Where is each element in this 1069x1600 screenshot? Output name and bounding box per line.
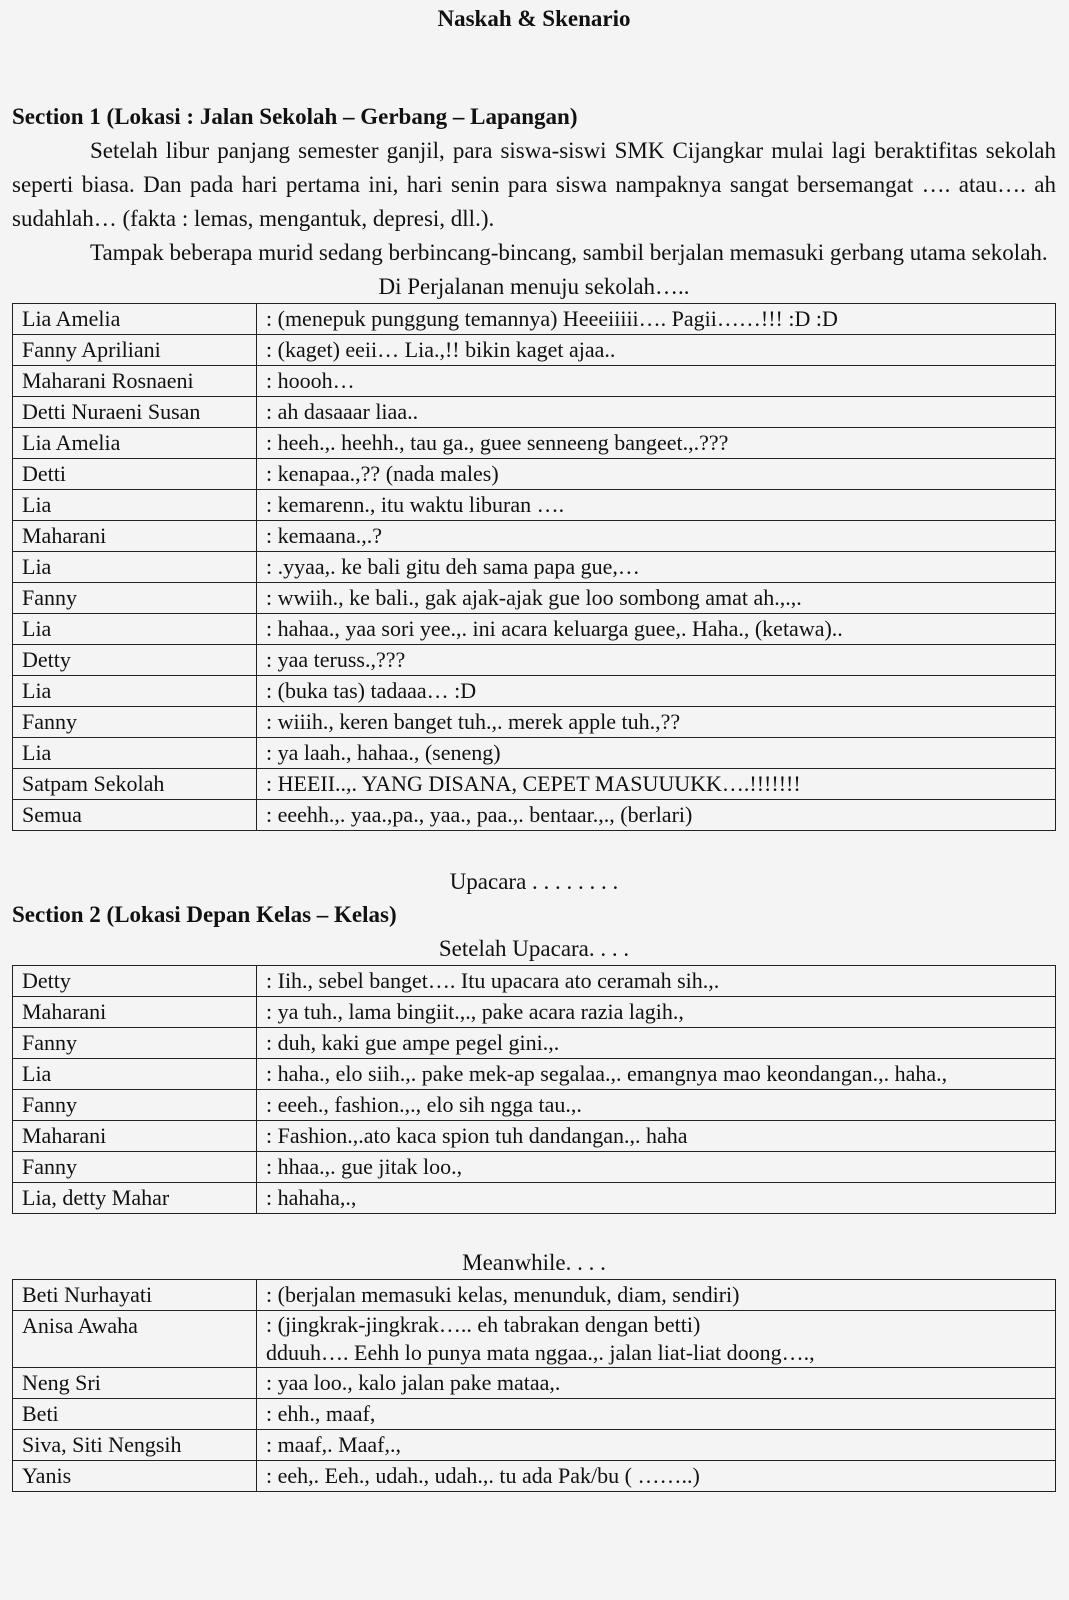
dialogue-cell: : ya laah., hahaa., (seneng) [257, 738, 1056, 769]
table-row [13, 1461, 1056, 1492]
dialogue-cell: : duh, kaki gue ampe pegel gini.,. [257, 1028, 1056, 1059]
document-title: Naskah & Skenario [437, 6, 631, 31]
speaker-cell: Siva, Siti Nengsih [13, 1430, 257, 1461]
table-row [13, 738, 1056, 769]
speaker-cell: Semua [13, 800, 257, 831]
speaker-cell: Lia [13, 614, 257, 645]
dialogue-cell: : kenapaa.,?? (nada males) [257, 459, 1056, 490]
table-row [13, 1183, 1056, 1214]
dialogue-cell: : Iih., sebel banget…. Itu upacara ato ceramah sih.,. [257, 966, 1056, 997]
dialogue-cell: : eeehh.,. yaa.,pa., yaa., paa.,. bentaar.,., (berlari) [257, 800, 1056, 831]
dialogue-cell: : (buka tas) tadaaa… :D [257, 676, 1056, 707]
dialogue-cell: : eeeh., fashion.,., elo sih ngga tau.,. [257, 1090, 1056, 1121]
dialogue-cell: : HEEII..,. YANG DISANA, CEPET MASUUUKK….!!!!!!! [257, 769, 1056, 800]
dialogue-cell: : kemaana.,.? [257, 521, 1056, 552]
table-row [13, 428, 1056, 459]
section-1-heading: Section 1 (Lokasi : Jalan Sekolah – Gerbang – Lapangan) [12, 104, 578, 129]
speaker-cell: Lia [13, 552, 257, 583]
speaker-cell: Fanny [13, 707, 257, 738]
speaker-cell: Beti [13, 1399, 257, 1430]
table-row [13, 335, 1056, 366]
table-row [13, 676, 1056, 707]
speaker-cell: Detty [13, 645, 257, 676]
speaker-cell: Lia [13, 676, 257, 707]
dialogue-cell: : wwiih., ke bali., gak ajak-ajak gue loo sombong amat ah.,.,. [257, 583, 1056, 614]
dialogue-cell: : (kaget) eeii… Lia.,!! bikin kaget ajaa.. [257, 335, 1056, 366]
speaker-cell: Lia [13, 1059, 257, 1090]
table-row [13, 1028, 1056, 1059]
section-1-caption: Di Perjalanan menuju sekolah….. [378, 274, 690, 299]
dialogue-cell: : heeh.,. heehh., tau ga., guee senneeng bangeet.,.??? [257, 428, 1056, 459]
table-row [13, 1399, 1056, 1430]
speaker-cell: Lia [13, 738, 257, 769]
dialogue-cell: : hhaa.,. gue jitak loo., [257, 1152, 1056, 1183]
speaker-cell: Neng Sri [13, 1368, 257, 1399]
dialogue-cell: : kemarenn., itu waktu liburan …. [257, 490, 1056, 521]
dialogue-cell: : (berjalan memasuki kelas, menunduk, diam, sendiri) [257, 1280, 1056, 1311]
table-row [13, 583, 1056, 614]
dialogue-cell: : yaa teruss.,??? [257, 645, 1056, 676]
table-row [13, 707, 1056, 738]
speaker-cell: Lia Amelia [13, 428, 257, 459]
speaker-cell: Detti [13, 459, 257, 490]
table-row [13, 1430, 1056, 1461]
speaker-cell: Lia, detty Mahar [13, 1183, 257, 1214]
table-row [13, 997, 1056, 1028]
speaker-cell: Anisa Awaha [13, 1311, 257, 1368]
dialogue-cell: : haha., elo siih.,. pake mek-ap segalaa.,. emangnya mao keondangan.,. haha., [257, 1059, 1056, 1090]
section-1-dialogue-table [12, 303, 1056, 831]
speaker-cell: Detti Nuraeni Susan [13, 397, 257, 428]
section-1-paragraph-2: Tampak beberapa murid sedang berbincang-bincang, sambil berjalan memasuki gerbang utama sekolah. [90, 240, 1048, 265]
dialogue-cell: : Fashion.,.ato kaca spion tuh dandangan.,. haha [257, 1121, 1056, 1152]
speaker-cell: Yanis [13, 1461, 257, 1492]
dialogue-line: : (jingkrak-jingkrak….. eh tabrakan dengan betti) [266, 1312, 701, 1337]
table-row [13, 459, 1056, 490]
table-row [13, 769, 1056, 800]
speaker-cell: Maharani [13, 521, 257, 552]
table-row [13, 304, 1056, 335]
speaker-cell: Detty [13, 966, 257, 997]
speaker-cell: Lia [13, 490, 257, 521]
table-row [13, 1368, 1056, 1399]
dialogue-cell: : ah dasaaar liaa.. [257, 397, 1056, 428]
table-row [13, 397, 1056, 428]
speaker-cell: Maharani Rosnaeni [13, 366, 257, 397]
dialogue-cell: : wiiih., keren banget tuh.,. merek apple tuh.,?? [257, 707, 1056, 738]
section-2-dialogue-table [12, 965, 1056, 1214]
speaker-cell: Maharani [13, 997, 257, 1028]
table-row [13, 552, 1056, 583]
table-row [13, 521, 1056, 552]
table-row [13, 645, 1056, 676]
table-row [13, 966, 1056, 997]
speaker-cell: Fanny [13, 1090, 257, 1121]
speaker-cell: Maharani [13, 1121, 257, 1152]
table-row [13, 800, 1056, 831]
speaker-cell: Fanny Apriliani [13, 335, 257, 366]
section-1-paragraph-1: Setelah libur panjang semester ganjil, para siswa-siswi SMK Cijangkar mulai lagi beraktifitas sekolah seperti biasa. Dan pada hari pertama ini, hari senin para siswa nampaknya sangat bersemangat …. atau…. ah sudahlah… (fakta : lemas, mengantuk, depresi, dll.). [12, 138, 1056, 231]
document-page [12, 0, 1056, 1492]
dialogue-cell: : maaf,. Maaf,., [257, 1430, 1056, 1461]
dialogue-cell: : hoooh… [257, 366, 1056, 397]
table-row [13, 1280, 1056, 1311]
speaker-cell: Fanny [13, 1028, 257, 1059]
table-row [13, 1090, 1056, 1121]
speaker-cell: Satpam Sekolah [13, 769, 257, 800]
dialogue-cell: : eeh,. Eeh., udah., udah.,. tu ada Pak/bu ( ……..) [257, 1461, 1056, 1492]
section-3-caption: Meanwhile. . . . [462, 1250, 606, 1275]
section-3-dialogue-table [12, 1279, 1056, 1492]
dialogue-line-continued: dduuh…. Eehh lo punya mata nggaa.,. jalan liat-liat doong…., [266, 1340, 815, 1365]
dialogue-cell [257, 1311, 1056, 1368]
dialogue-cell: : hahaa., yaa sori yee.,. ini acara keluarga guee,. Haha., (ketawa).. [257, 614, 1056, 645]
speaker-cell: Fanny [13, 583, 257, 614]
section-2-caption: Setelah Upacara. . . . [438, 936, 630, 961]
speaker-cell: Lia Amelia [13, 304, 257, 335]
table-row [13, 490, 1056, 521]
section-2-heading: Section 2 (Lokasi Depan Kelas – Kelas) [12, 902, 397, 927]
speaker-cell: Fanny [13, 1152, 257, 1183]
table-row [13, 1121, 1056, 1152]
speaker-cell: Beti Nurhayati [13, 1280, 257, 1311]
table-row [13, 366, 1056, 397]
dialogue-cell: : ya tuh., lama bingiit.,., pake acara razia lagih., [257, 997, 1056, 1028]
table-row [13, 614, 1056, 645]
table-row [13, 1152, 1056, 1183]
dialogue-cell: : (menepuk punggung temannya) Heeeiiiii…. Pagii……!!! :D :D [257, 304, 1056, 335]
table-row [13, 1059, 1056, 1090]
dialogue-cell: : yaa loo., kalo jalan pake mataa,. [257, 1368, 1056, 1399]
dialogue-cell: : hahaha,., [257, 1183, 1056, 1214]
interlude-caption: Upacara . . . . . . . . [449, 869, 619, 894]
dialogue-cell: : ehh., maaf, [257, 1399, 1056, 1430]
table-row [13, 1311, 1056, 1368]
dialogue-cell: : .yyaa,. ke bali gitu deh sama papa gue,… [257, 552, 1056, 583]
